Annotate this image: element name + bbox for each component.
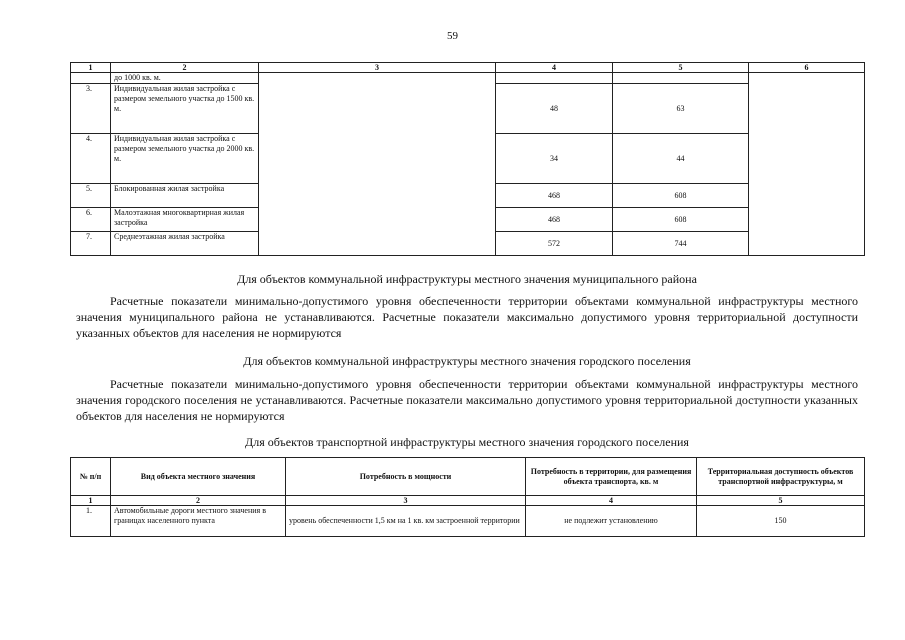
capacity-requirement: уровень обеспеченности 1,5 км на 1 кв. км застроенной территории <box>286 506 526 537</box>
row-text: Блокированная жилая застройка <box>111 184 259 208</box>
row-value: 468 <box>496 208 613 232</box>
column-number: 3 <box>259 63 496 73</box>
column-header: Потребность в территории, для размещения объекта транспорта, кв. м <box>526 458 697 496</box>
row-value <box>613 73 749 84</box>
section-title: Для объектов транспортной инфраструктуры местного значения городского поселения <box>245 435 689 449</box>
column-number: 5 <box>613 63 749 73</box>
column-numbers-row <box>71 63 865 73</box>
table-row <box>71 506 865 537</box>
accessibility-value: 150 <box>697 506 865 537</box>
row-index: 4. <box>71 134 111 184</box>
header-row <box>71 458 865 496</box>
column-number: 2 <box>111 496 286 506</box>
table-row <box>71 73 865 84</box>
row-index <box>71 73 111 84</box>
column-number: 1 <box>71 496 111 506</box>
column-number: 6 <box>749 63 865 73</box>
column-number: 5 <box>697 496 865 506</box>
row-index: 3. <box>71 84 111 134</box>
row-value: 608 <box>613 184 749 208</box>
column-header: Потребность в мощности <box>286 458 526 496</box>
empty-cell <box>749 73 865 256</box>
row-text: до 1000 кв. м. <box>111 73 259 84</box>
row-index: 6. <box>71 208 111 232</box>
row-value: 63 <box>613 84 749 134</box>
column-header: Вид объекта местного значения <box>111 458 286 496</box>
transport-table <box>70 457 865 537</box>
column-number: 2 <box>111 63 259 73</box>
row-value: 608 <box>613 208 749 232</box>
column-header: Территориальная доступность объектов транспортной инфраструктуры, м <box>697 458 865 496</box>
section-title: Для объектов коммунальной инфраструктуры местного значения муниципального района <box>237 272 697 286</box>
column-numbers-row <box>71 496 865 506</box>
row-value: 44 <box>613 134 749 184</box>
row-text: Малоэтажная многоквартирная жилая застройка <box>111 208 259 232</box>
row-value: 468 <box>496 184 613 208</box>
page-number: 59 <box>447 30 458 42</box>
section-title: Для объектов коммунальной инфраструктуры местного значения городского поселения <box>243 354 691 368</box>
empty-cell <box>259 73 496 256</box>
row-value <box>496 73 613 84</box>
row-index: 1. <box>71 506 111 537</box>
column-number: 1 <box>71 63 111 73</box>
row-value: 744 <box>613 232 749 256</box>
row-text: Среднеэтажная жилая застройка <box>111 232 259 256</box>
row-text: Индивидуальная жилая застройка с размером земельного участка до 1500 кв. м. <box>111 84 259 134</box>
column-number: 4 <box>496 63 613 73</box>
row-index: 7. <box>71 232 111 256</box>
row-index: 5. <box>71 184 111 208</box>
column-header: № п/п <box>71 458 111 496</box>
section-paragraph: Расчетные показатели минимально-допустимого уровня обеспеченности территории объектами коммунальной инфраструктуры местного значения городского поселения не устанавливаются. Расчетные показатели максимально допустимого уровня территориальной доступности указанных объектов для населения не нормируются <box>76 377 858 423</box>
column-number: 3 <box>286 496 526 506</box>
column-number: 4 <box>526 496 697 506</box>
territory-requirement: не подлежит установлению <box>526 506 697 537</box>
row-value: 572 <box>496 232 613 256</box>
row-text: Индивидуальная жилая застройка с размером земельного участка до 2000 кв. м. <box>111 134 259 184</box>
norms-table <box>70 62 865 256</box>
row-value: 48 <box>496 84 613 134</box>
section-paragraph: Расчетные показатели минимально-допустимого уровня обеспеченности территории объектами коммунальной инфраструктуры местного значения муниципального района не устанавливаются. Расчетные показатели максимально допустимого уровня территориальной доступности указанных объектов для населения не нормируются <box>76 294 858 340</box>
row-value: 34 <box>496 134 613 184</box>
object-type: Автомобильные дороги местного значения в границах населенного пункта <box>111 506 286 537</box>
